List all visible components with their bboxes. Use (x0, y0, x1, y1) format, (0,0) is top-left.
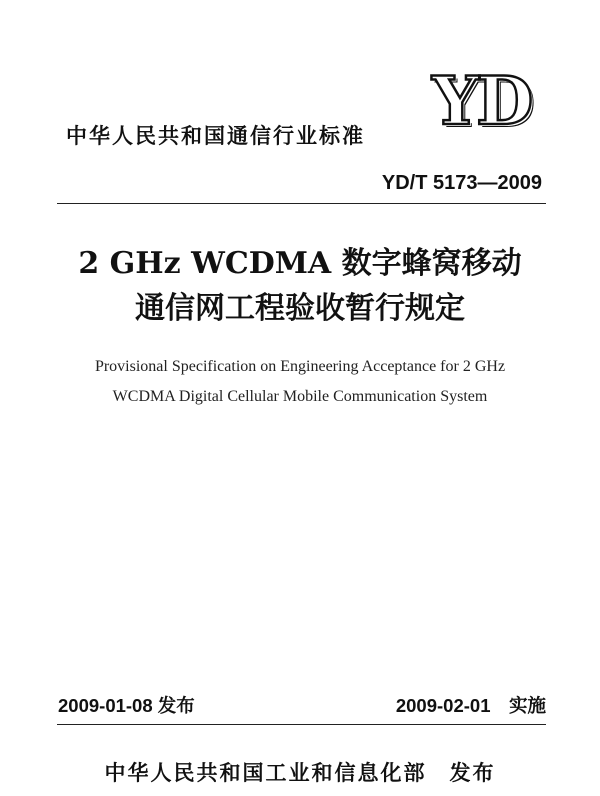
publisher: 中华人民共和国工业和信息化部 发布 (104, 761, 496, 785)
standard-number: YD/T 5173—2009 (381, 172, 542, 194)
effective-date: 2009-02-01 实施 (395, 695, 546, 716)
top-divider (57, 203, 546, 204)
title-cn-line-1: 2 GHz WCDMA 数字蜂窝移动 (78, 246, 522, 281)
standard-category: 中华人民共和国通信行业标准 (66, 124, 365, 148)
title-en-line-2: WCDMA Digital Cellular Mobile Communication System (112, 388, 488, 405)
title-cn-line-2: 通信网工程验收暂行规定 (135, 291, 465, 326)
bottom-divider (57, 724, 546, 725)
title-en-line-1: Provisional Specification on Engineering Acceptance for 2 GHz (94, 358, 506, 375)
yd-logo: YD (432, 62, 531, 140)
issue-date: 2009-01-08 发布 (58, 695, 195, 716)
